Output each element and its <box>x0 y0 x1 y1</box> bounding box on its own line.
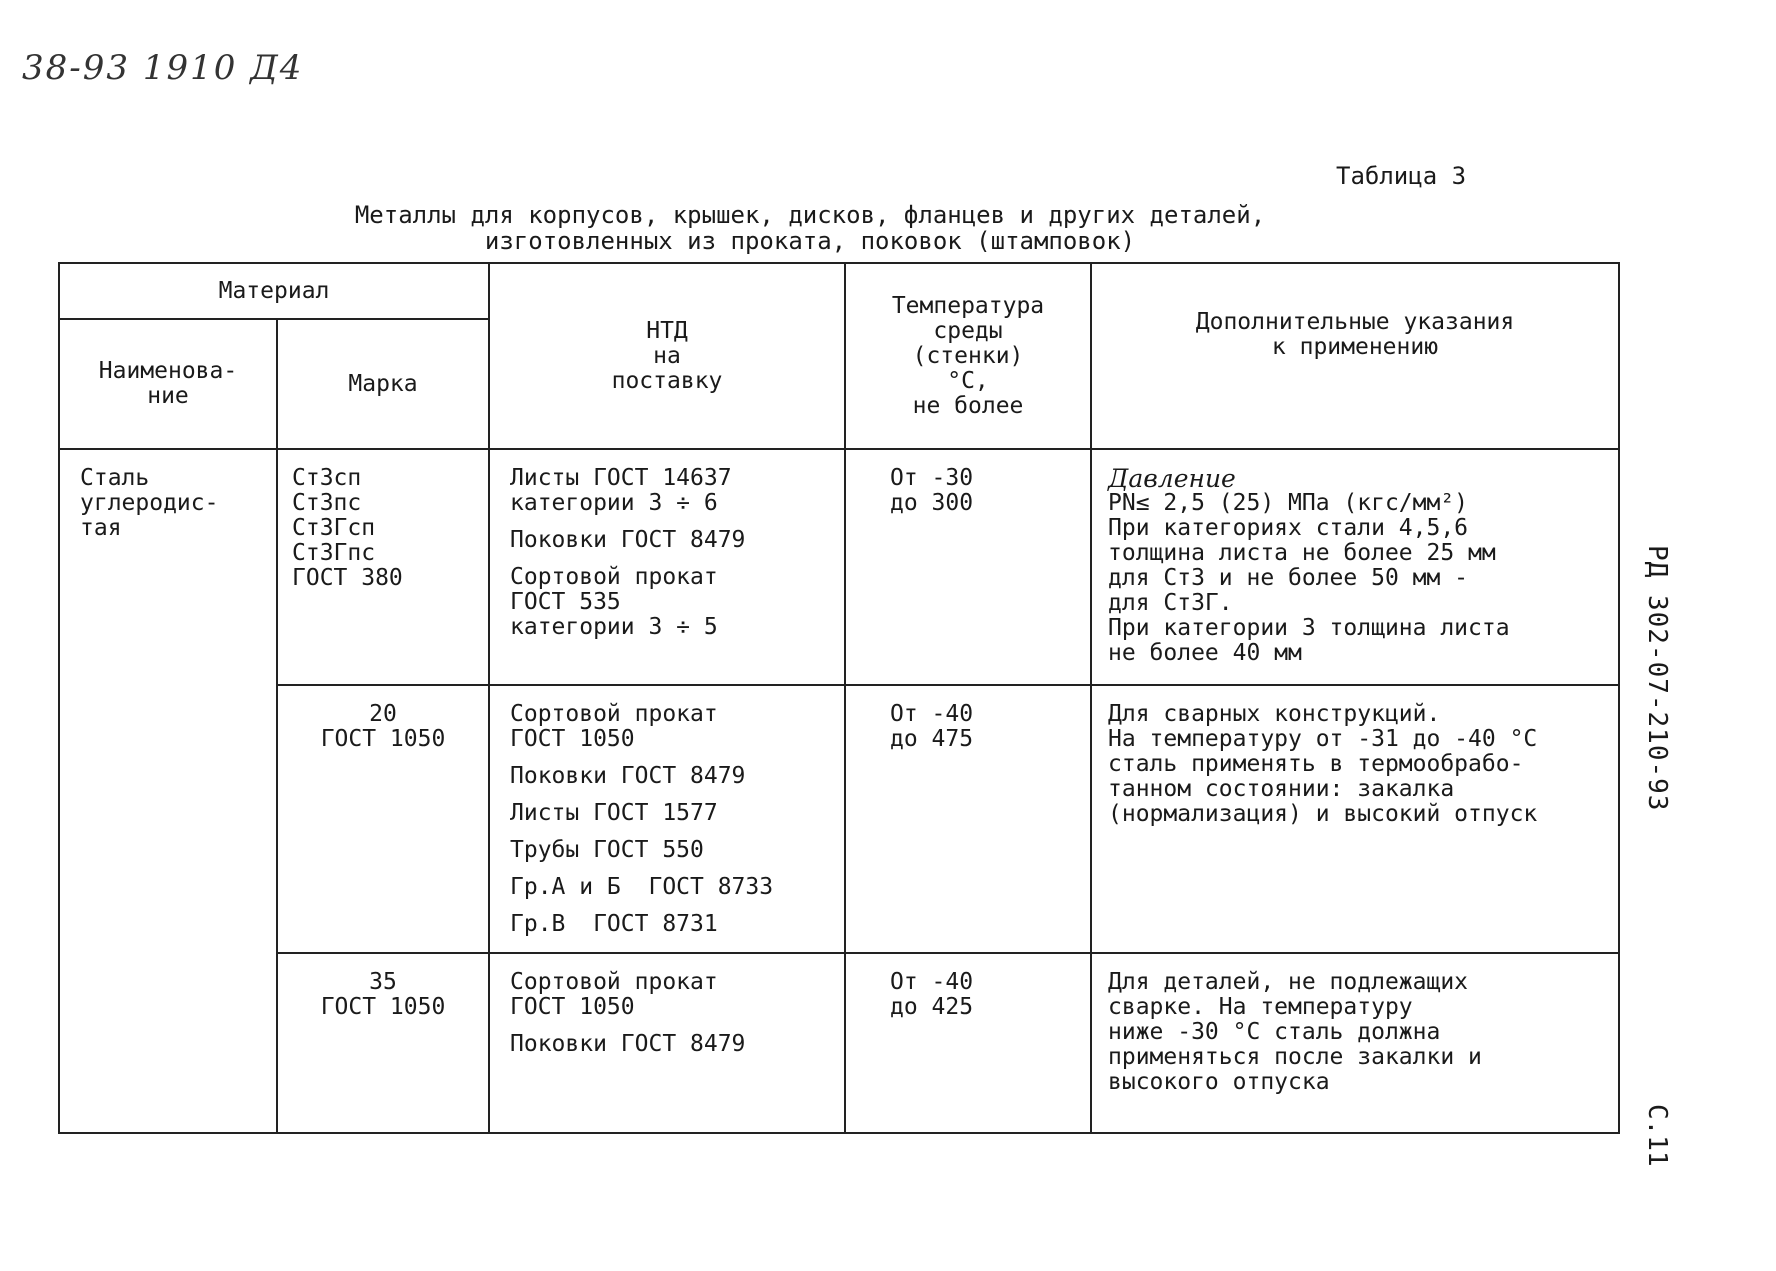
table-title <box>200 202 1420 254</box>
cell-text-line: ГОСТ 380 <box>292 565 403 591</box>
ntd-entry-line: ГОСТ 1050 <box>510 726 635 752</box>
cell-text-line: высокого отпуска <box>1108 1069 1330 1095</box>
table-title-line-2: изготовленных из проката, поковок (штамповок) <box>484 227 1136 255</box>
ntd-entry-line: ГОСТ 1050 <box>510 994 635 1020</box>
cell-text-line: От -40 <box>890 969 974 995</box>
ntd-entry <box>510 702 836 752</box>
cell-text-line: для Ст3 и не более 50 мм - <box>1108 565 1469 591</box>
cell-text-line: Ст3пс <box>292 490 362 516</box>
cell-text-line: PN≤ 2,5 (25) МПа (кгс/мм²) <box>1108 490 1469 516</box>
ntd-entry <box>510 764 836 789</box>
cell-text-line: для Ст3Г. <box>1108 590 1233 616</box>
cell-text-line: При категории 3 толщина листа <box>1108 615 1510 641</box>
ntd-entry-line: Сортовой прокат <box>510 969 718 995</box>
ntd-entry <box>510 970 836 1020</box>
cell-text-line: Для сварных конструкций. <box>1108 701 1441 727</box>
metals-table <box>58 262 1620 1134</box>
notes-cell-1 <box>1091 449 1619 685</box>
cell-text-line: 20 <box>369 701 397 727</box>
temperature-cell-2 <box>845 685 1091 953</box>
cell-text-line: до 300 <box>890 490 974 516</box>
grade-cell-1 <box>277 449 489 685</box>
cell-text-line: При категориях стали 4,5,6 <box>1108 515 1469 541</box>
temperature-cell-3 <box>845 953 1091 1133</box>
document-code: РД 302-07-210-93 <box>1642 545 1672 812</box>
ntd-entry <box>510 838 836 863</box>
cell-text-line: до 475 <box>890 726 974 752</box>
ntd-entry-line: Гр.В ГОСТ 8731 <box>510 911 718 937</box>
ntd-entry <box>510 875 836 900</box>
cell-text-line: применяться после закалки и <box>1108 1044 1482 1070</box>
handwritten-note: 38-93 1910 Д4 <box>22 48 304 88</box>
notes-handwritten: Давление <box>1108 464 1236 493</box>
ntd-cell-2 <box>489 685 845 953</box>
cell-text-line: (нормализация) и высокий отпуск <box>1108 801 1538 827</box>
table-title-line-1: Металлы для корпусов, крышек, дисков, фланцев и других деталей, <box>354 201 1266 229</box>
cell-text-line: танном состоянии: закалка <box>1108 776 1455 802</box>
ntd-entry <box>510 466 836 516</box>
cell-text-line: до 425 <box>890 994 974 1020</box>
ntd-entry-line: категории 3 ÷ 5 <box>510 614 718 640</box>
cell-text-line: толщина листа не более 25 мм <box>1108 540 1496 566</box>
header-material: Материал <box>59 263 489 319</box>
material-name-cell <box>59 449 277 1133</box>
ntd-entry <box>510 565 836 640</box>
ntd-entry-line: Поковки ГОСТ 8479 <box>510 763 746 789</box>
cell-text-line: Ст3сп <box>292 465 362 491</box>
ntd-entry <box>510 528 836 553</box>
cell-text-line: ГОСТ 1050 <box>320 994 446 1020</box>
cell-text-line: На температуру от -31 до -40 °С <box>1108 726 1538 752</box>
cell-text-line: Ст3Гсп <box>292 515 376 541</box>
material-name <box>60 450 276 555</box>
header-grade: Марка <box>277 319 489 449</box>
cell-text-line: 35 <box>369 969 397 995</box>
ntd-entry-line: Поковки ГОСТ 8479 <box>510 527 746 553</box>
ntd-entry-line: Сортовой прокат <box>510 564 718 590</box>
ntd-cell-3 <box>489 953 845 1133</box>
cell-text-line: От -30 <box>890 465 974 491</box>
header-name: Наименова- ние <box>59 319 277 449</box>
ntd-entry-line: ГОСТ 535 <box>510 589 621 615</box>
cell-text-line: Ст3Гпс <box>292 540 376 566</box>
cell-text-line: тая <box>80 515 122 541</box>
header-temperature: Температура среды (стенки) °С, не более <box>845 263 1091 449</box>
ntd-entry <box>510 801 836 826</box>
ntd-entry <box>510 912 836 937</box>
header-notes: Дополнительные указания к применению <box>1091 263 1619 449</box>
cell-text-line: Для деталей, не подлежащих <box>1108 969 1469 995</box>
grade-cell-3 <box>277 953 489 1133</box>
notes-cell-2 <box>1091 685 1619 953</box>
ntd-entry-line: Сортовой прокат <box>510 701 718 727</box>
ntd-entry-line: Гр.А и Б ГОСТ 8733 <box>510 874 774 900</box>
cell-text-line: не более 40 мм <box>1108 640 1302 666</box>
ntd-entry-line: категории 3 ÷ 6 <box>510 490 718 516</box>
page-number: С.11 <box>1642 1104 1672 1167</box>
notes-cell-3 <box>1091 953 1619 1133</box>
cell-text-line: От -40 <box>890 701 974 727</box>
table-number: Таблица 3 <box>1336 162 1467 190</box>
grade-cell-2 <box>277 685 489 953</box>
cell-text-line: сварке. На температуру <box>1108 994 1413 1020</box>
ntd-entry-line: Листы ГОСТ 1577 <box>510 800 718 826</box>
cell-text-line: ГОСТ 1050 <box>320 726 446 752</box>
cell-text-line: углеродис- <box>80 490 219 516</box>
ntd-entry-line: Листы ГОСТ 14637 <box>510 465 732 491</box>
ntd-entry-line: Поковки ГОСТ 8479 <box>510 1031 746 1057</box>
cell-text-line: Сталь <box>80 465 150 491</box>
header-ntd: НТД на поставку <box>489 263 845 449</box>
ntd-cell-1 <box>489 449 845 685</box>
ntd-entry-line: Трубы ГОСТ 550 <box>510 837 704 863</box>
temperature-cell-1 <box>845 449 1091 685</box>
ntd-entry <box>510 1032 836 1057</box>
cell-text-line: ниже -30 °С сталь должна <box>1108 1019 1441 1045</box>
cell-text-line: сталь применять в термообрабо- <box>1108 751 1524 777</box>
